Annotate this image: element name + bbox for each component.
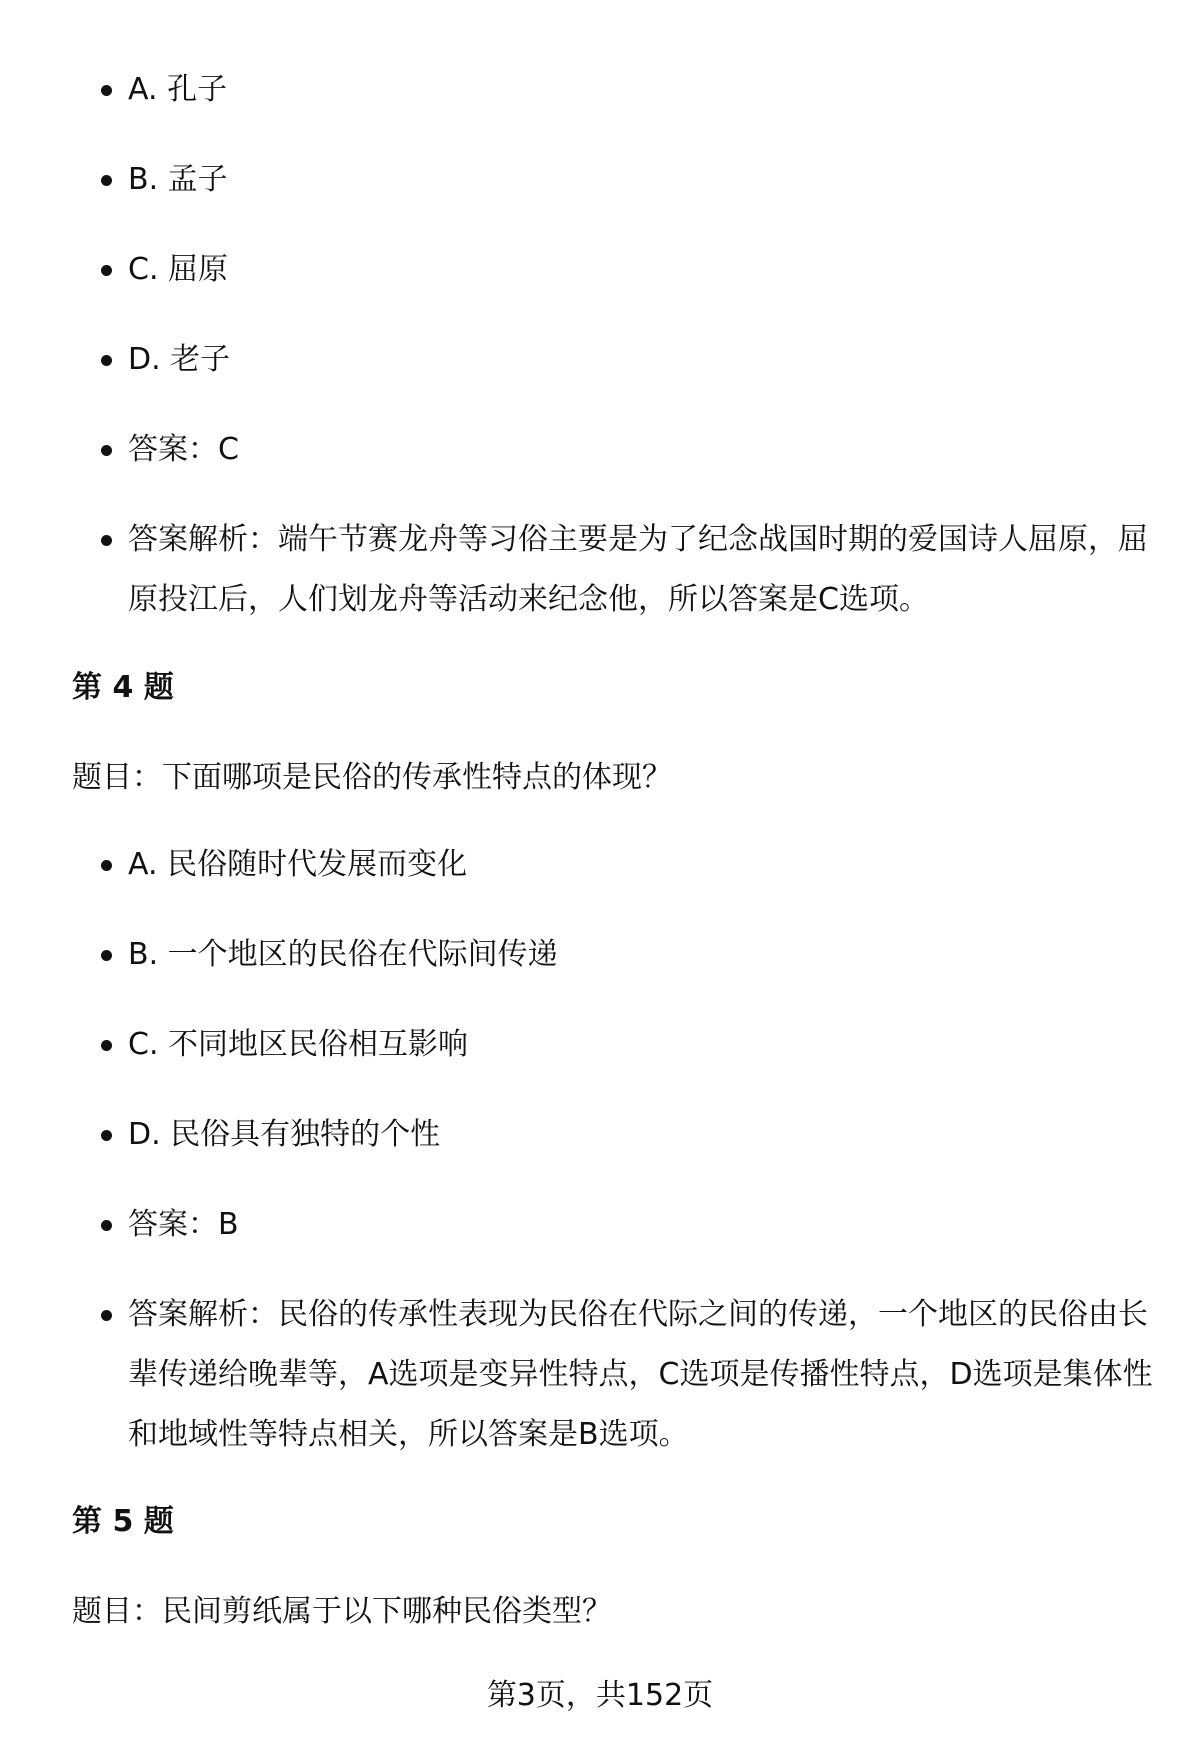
question-heading-4: 第 4 题 <box>72 670 174 705</box>
bullet-icon <box>101 1130 112 1141</box>
option-text: D. 老子 <box>128 342 231 377</box>
bullet-icon <box>101 445 112 456</box>
option-text: C. 不同地区民俗相互影响 <box>128 1027 469 1062</box>
explanation-line: 答案解析：端午节赛龙舟等习俗主要是为了纪念战国时期的爱国诗人屈原，屈 <box>128 522 1148 557</box>
option-text: A. 民俗随时代发展而变化 <box>128 847 468 882</box>
option-text: A. 孔子 <box>128 72 228 107</box>
explanation-line: 辈传递给晚辈等，A选项是变异性特点，C选项是传播性特点，D选项是集体性 <box>128 1357 1153 1392</box>
bullet-icon <box>101 1310 112 1321</box>
bullet-icon <box>101 265 112 276</box>
explanation-line: 和地域性等特点相关，所以答案是B选项。 <box>128 1417 689 1452</box>
answer-text: 答案：C <box>128 432 239 467</box>
bullet-icon <box>101 85 112 96</box>
bullet-icon <box>101 860 112 871</box>
list-item-q3-answer <box>128 420 1148 480</box>
list-item-q4-option-d <box>128 1105 1148 1165</box>
question-text-5: 题目：民间剪纸属于以下哪种民俗类型？ <box>72 1594 612 1629</box>
list-item-q3-option-a <box>128 60 1148 120</box>
bullet-icon <box>101 175 112 186</box>
option-text: B. 孟子 <box>128 162 228 197</box>
bullet-icon <box>101 1220 112 1231</box>
question-text-4: 题目：下面哪项是民俗的传承性特点的体现？ <box>72 760 672 795</box>
list-item-q3-option-b <box>128 150 1148 210</box>
list-item-q4-option-a <box>128 835 1148 895</box>
option-text: B. 一个地区的民俗在代际间传递 <box>128 937 558 972</box>
list-item-q3-option-c <box>128 240 1148 300</box>
page-indicator: 第3页，共152页 <box>486 1678 714 1713</box>
question-heading-5: 第 5 题 <box>72 1504 174 1539</box>
list-item-q4-explanation <box>128 1285 1153 1465</box>
list-item-q3-option-d <box>128 330 1148 390</box>
list-item-q4-option-c <box>128 1015 1148 1075</box>
answer-text: 答案：B <box>128 1207 239 1242</box>
option-text: C. 屈原 <box>128 252 229 287</box>
bullet-icon <box>101 355 112 366</box>
list-item-q4-option-b <box>128 925 1148 985</box>
option-text: D. 民俗具有独特的个性 <box>128 1117 441 1152</box>
bullet-icon <box>101 1040 112 1051</box>
list-item-q3-explanation <box>128 510 1148 630</box>
bullet-icon <box>101 535 112 546</box>
explanation-line: 答案解析：民俗的传承性表现为民俗在代际之间的传递，一个地区的民俗由长 <box>128 1297 1148 1332</box>
bullet-icon <box>101 950 112 961</box>
explanation-line: 原投江后，人们划龙舟等活动来纪念他，所以答案是C选项。 <box>128 582 929 617</box>
list-item-q4-answer <box>128 1195 1148 1255</box>
